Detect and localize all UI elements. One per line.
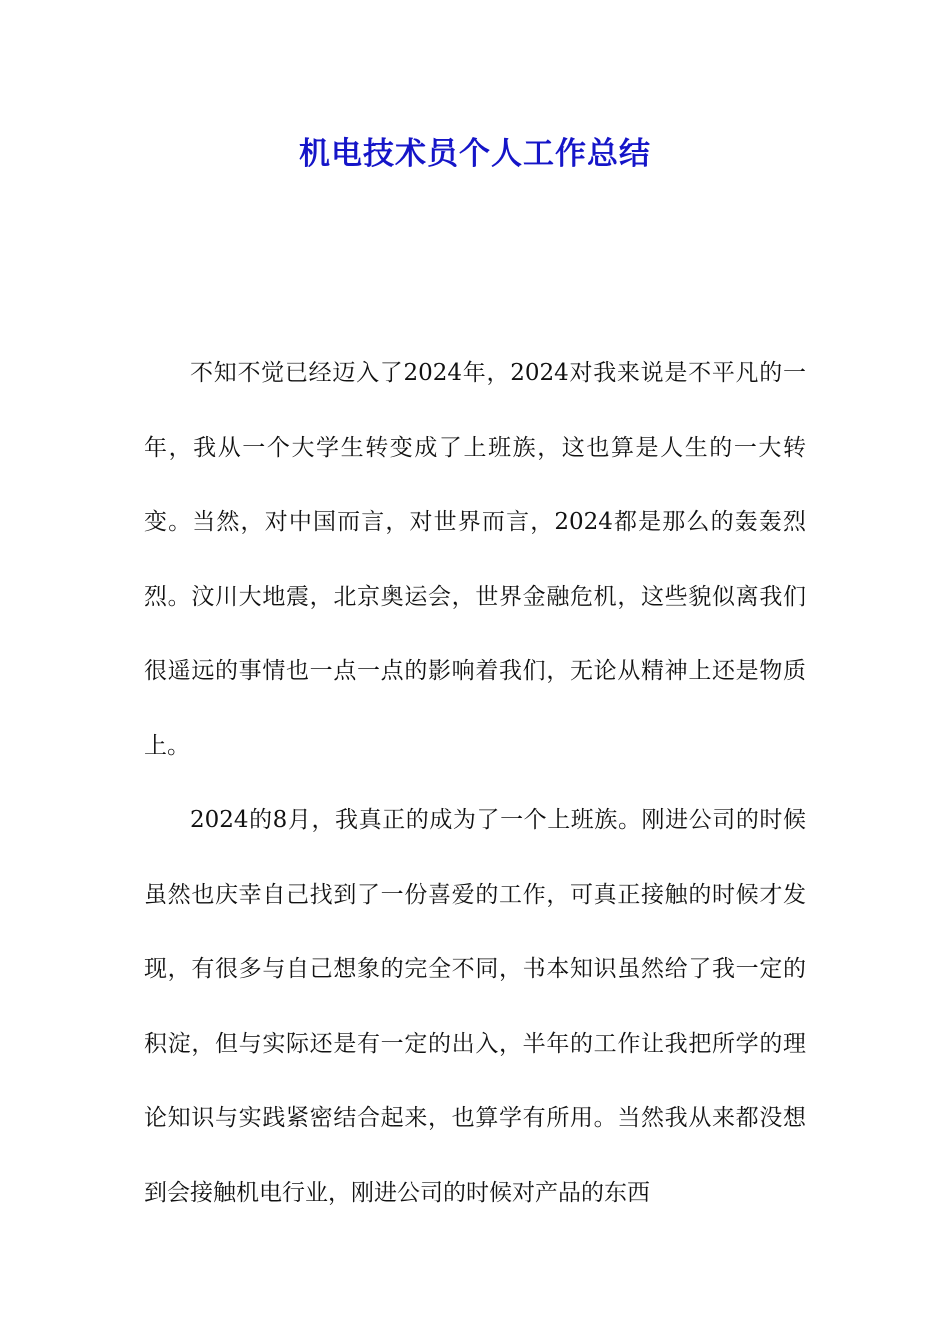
paragraph-1: 不知不觉已经迈入了2024年，2024对我来说是不平凡的一年，我从一个大学生转变成了上班族，这也算是人生的一大转变。当然，对中国而言，对世界而言，2024都是那么的轰轰烈烈。汶川大地震，北京奥运会，世界金融危机，这些貌似离我们很遥远的事情也一点一点的影响着我们，无论从精神上还是物质上。 xyxy=(144,360,806,759)
paragraph-2: 2024的8月，我真正的成为了一个上班族。刚进公司的时候虽然也庆幸自己找到了一份喜爱的工作，可真正接触的时候才发现，有很多与自己想象的完全不同，书本知识虽然给了我一定的积淀，但与实际还是有一定的出入，半年的工作让我把所学的理论知识与实践紧密结合起来，也算学有所用。当然我从来都没想到会接触机电行业，刚进公司的时候对产品的东西 xyxy=(144,807,806,1206)
document-title: 机电技术员个人工作总结 xyxy=(299,136,651,172)
document-body xyxy=(144,336,806,1230)
